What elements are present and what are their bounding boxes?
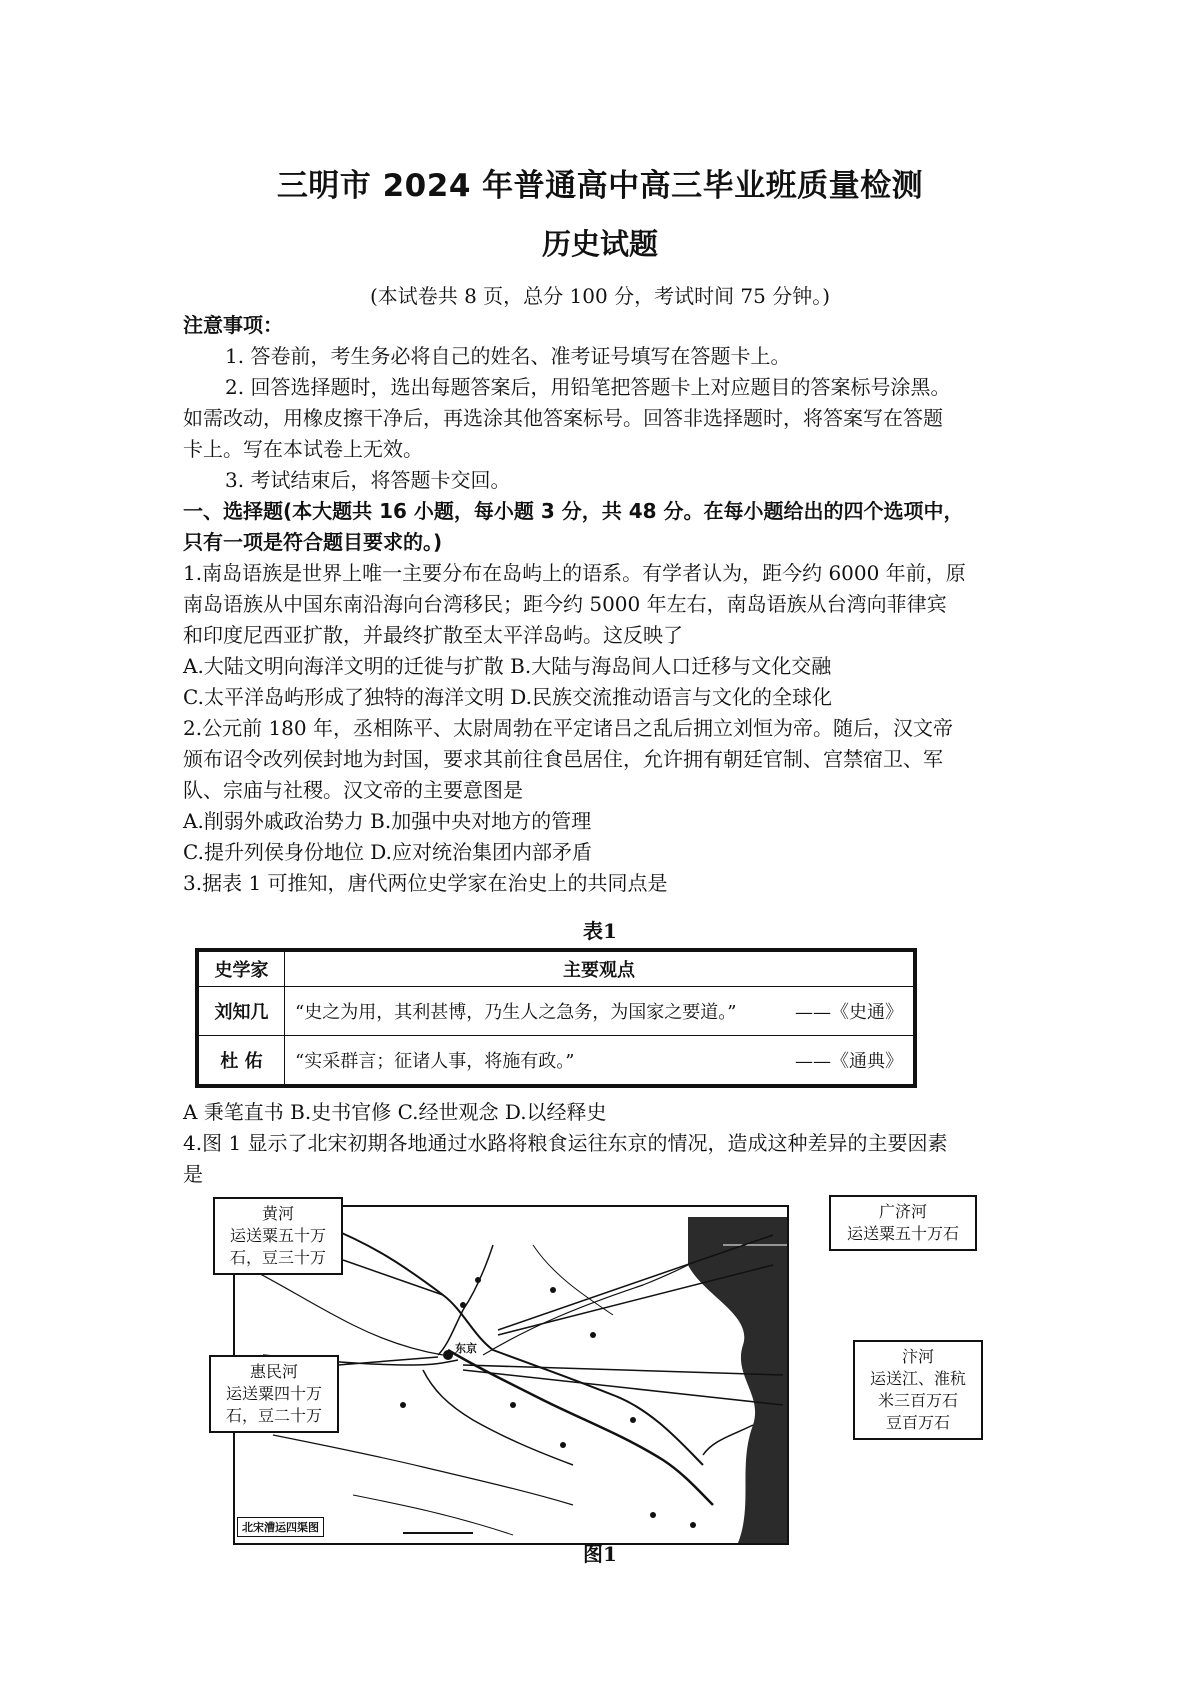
exam-info: (本试卷共 8 页，总分 100 分，考试时间 75 分钟。) (369, 284, 831, 308)
q3-options: A 秉笔直书 B.史书官修 C.经世观念 D.以经释史 (183, 1100, 607, 1124)
callout-line: 运送粟五十万石 (846, 1224, 959, 1243)
callout-line: 运送江、淮秔 (869, 1369, 966, 1388)
q2-options-2: C.提升列侯身份地位 D.应对统治集团内部矛盾 (183, 840, 592, 864)
callout-line: 豆百万石 (885, 1413, 950, 1432)
table-cell-quote (285, 1036, 914, 1085)
map-title: 北宋漕运四渠图 (237, 1517, 324, 1537)
table-1 (195, 948, 917, 1088)
q3-stem: 3.据表 1 可推知，唐代两位史学家在治史上的共同点是 (183, 871, 668, 895)
table-header-view: 主要观点 (285, 952, 914, 987)
figure-caption: 图1 (583, 1542, 617, 1566)
quote-source: ——《通典》 (795, 1051, 903, 1072)
callout-line: 运送粟四十万 (225, 1384, 322, 1403)
quote-text: “史之为用，其利甚博，乃生人之急务，为国家之要道。” (295, 1002, 737, 1023)
callout-huanghe (213, 1197, 343, 1275)
q1-stem-line-2: 南岛语族从中国东南沿海向台湾移民；距今约 5000 年左右，南岛语族从台湾向菲律宾 (183, 592, 947, 616)
table-cell-name: 杜 佑 (199, 1036, 285, 1085)
callout-line: 黄河 (261, 1204, 294, 1223)
q1-stem-line-3: 和印度尼西亚扩散，并最终扩散至太平洋岛屿。这反映了 (183, 623, 683, 647)
exam-title: 三明市 2024 年普通高中高三毕业班质量检测 (276, 168, 924, 204)
q1-stem-line-1: 1.南岛语族是世界上唯一主要分布在岛屿上的语系。有学者认为，距今约 6000 年前，原 (183, 561, 966, 585)
callout-guangji (829, 1195, 977, 1251)
q4-stem-line-1: 4.图 1 显示了北宋初期各地通过水路将粮食运往东京的情况，造成这种差异的主要因素 (183, 1131, 948, 1155)
callout-line: 惠民河 (249, 1362, 298, 1381)
q3-q4-block (183, 1097, 1023, 1190)
section-1-heading-line-1: 一、选择题(本大题共 16 小题，每小题 3 分，共 48 分。在每小题给出的四个选项中， (183, 499, 964, 523)
notice-item-2-line-1: 2. 回答选择题时，选出每题答案后，用铅笔把答题卡上对应题目的答案标号涂黑。 (225, 375, 951, 399)
callout-line: 汴河 (901, 1347, 934, 1366)
callout-line: 石，豆二十万 (225, 1406, 322, 1425)
table-header-historian: 史学家 (199, 952, 285, 987)
callout-line: 广济河 (878, 1202, 927, 1221)
section-1-heading-line-2: 只有一项是符合题目要求的。) (183, 530, 443, 554)
notice-item-3: 3. 考试结束后，将答题卡交回。 (225, 468, 511, 492)
callout-bianhe (853, 1340, 983, 1440)
q2-stem-line-3: 队、宗庙与社稷。汉文帝的主要意图是 (183, 778, 523, 802)
quote-text: “实采群言；征诸人事，将施有政。” (295, 1051, 575, 1072)
notice-item-1: 1. 答卷前，考生务必将自己的姓名、准考证号填写在答题卡上。 (225, 344, 791, 368)
callout-line: 石，豆三十万 (229, 1248, 326, 1267)
callout-line: 米三百万石 (877, 1391, 958, 1410)
table-cell-name: 刘知几 (199, 987, 285, 1036)
q2-stem-line-2: 颁布诏令改列侯封地为封国，要求其前往食邑居住，允许拥有朝廷官制、宫禁宿卫、军 (183, 747, 943, 771)
table-caption: 表1 (583, 919, 617, 943)
notice-item-2-line-3: 卡上。写在本试卷上无效。 (183, 437, 423, 461)
notice-item-2-line-2: 如需改动，用橡皮擦干净后，再选涂其他答案标号。回答非选择题时，将答案写在答题 (183, 406, 943, 430)
notice-block (183, 310, 1023, 899)
q2-options-1: A.削弱外戚政治势力 B.加强中央对地方的管理 (183, 809, 592, 833)
notice-heading: 注意事项： (183, 313, 283, 337)
subject-title: 历史试题 (541, 227, 658, 261)
callout-huimin (209, 1355, 339, 1433)
canal-map (225, 1202, 966, 1545)
callout-line: 运送粟五十万 (229, 1226, 326, 1245)
q1-options-1: A.大陆文明向海洋文明的迁徙与扩散 B.大陆与海岛间人口迁移与文化交融 (183, 654, 832, 678)
quote-source: ——《史通》 (795, 1002, 903, 1023)
q4-stem-line-2: 是 (183, 1162, 203, 1186)
q1-options-2: C.太平洋岛屿形成了独特的海洋文明 D.民族交流推动语言与文化的全球化 (183, 685, 832, 709)
capital-label: 东京 (455, 1342, 477, 1355)
q2-stem-line-1: 2.公元前 180 年，丞相陈平、太尉周勃在平定诸吕之乱后拥立刘恒为帝。随后，汉文帝 (183, 716, 953, 740)
table-cell-quote (285, 987, 914, 1036)
